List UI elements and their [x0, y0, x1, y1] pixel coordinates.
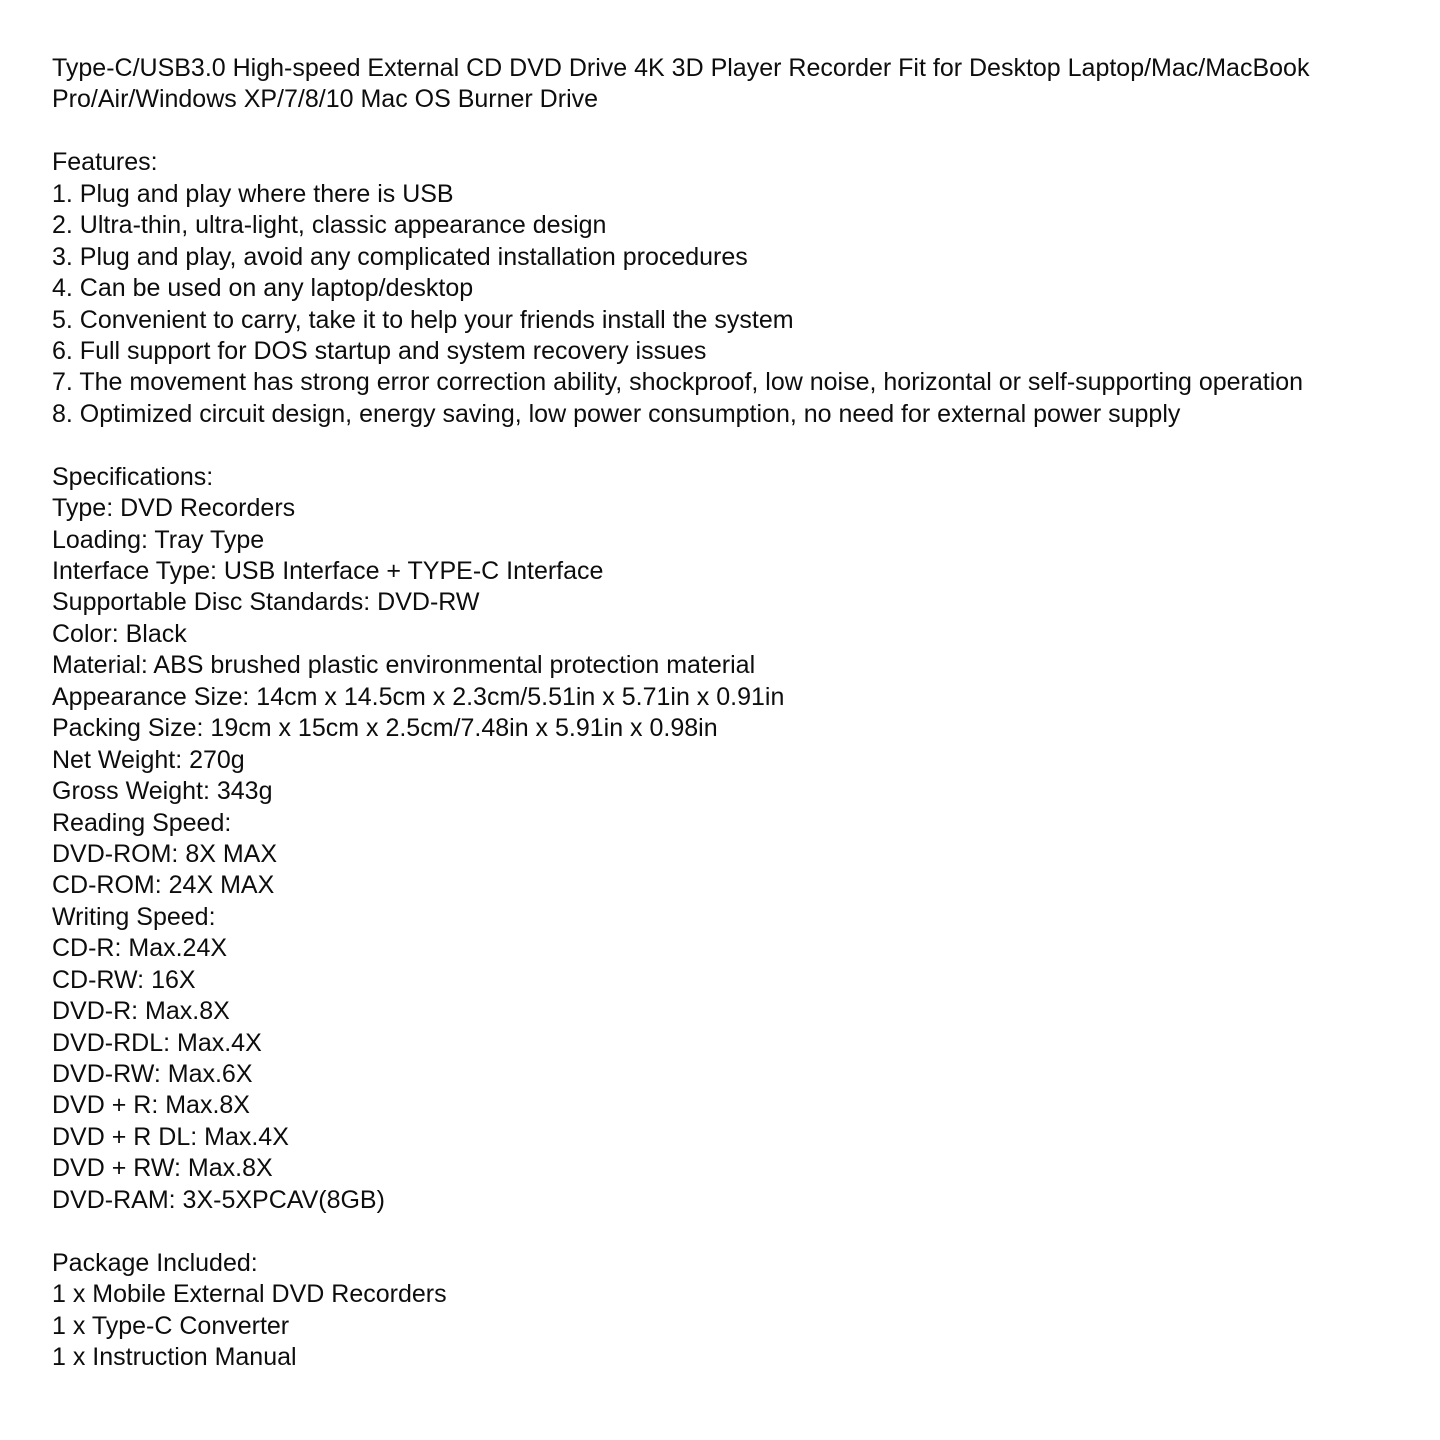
spec-item: Material: ABS brushed plastic environmental protection material	[52, 651, 756, 680]
spec-item: DVD-ROM: 8X MAX	[52, 839, 278, 868]
spec-item: Supportable Disc Standards: DVD-RW	[52, 588, 480, 617]
specifications-section	[52, 462, 1422, 1217]
feature-item: 2. Ultra-thin, ultra-light, classic appearance design	[52, 211, 607, 240]
package-section	[52, 1248, 1422, 1374]
spec-item: Type: DVD Recorders	[52, 494, 296, 523]
package-item: 1 x Mobile External DVD Recorders	[52, 1280, 447, 1309]
spec-item: Net Weight: 270g	[52, 745, 245, 774]
spec-item: CD-ROM: 24X MAX	[52, 871, 275, 900]
package-item: 1 x Instruction Manual	[52, 1342, 297, 1371]
feature-item: 5. Convenient to carry, take it to help your friends install the system	[52, 305, 794, 334]
product-title-line: Pro/Air/Windows XP/7/8/10 Mac OS Burner Drive	[52, 85, 599, 114]
spec-item: Appearance Size: 14cm x 14.5cm x 2.3cm/5.51in x 5.71in x 0.91in	[52, 682, 785, 711]
section-spacer	[52, 116, 1422, 147]
features-list	[52, 179, 1422, 431]
spec-item: DVD-RW: Max.6X	[52, 1060, 253, 1088]
spec-item: Writing Speed:	[52, 902, 216, 931]
features-section	[52, 147, 1422, 430]
features-heading: Features:	[52, 148, 158, 177]
feature-item: 1. Plug and play where there is USB	[52, 179, 454, 208]
feature-item: 3. Plug and play, avoid any complicated installation procedures	[52, 242, 748, 271]
package-heading: Package Included:	[52, 1248, 258, 1277]
feature-item: 6. Full support for DOS startup and system recovery issues	[52, 336, 707, 365]
spec-item: DVD-R: Max.8X	[52, 997, 230, 1026]
specifications-list	[52, 493, 1422, 1216]
spec-item: CD-R: Max.24X	[52, 934, 228, 963]
package-list	[52, 1279, 1422, 1373]
package-item: 1 x Type-C Converter	[52, 1311, 290, 1340]
feature-item: 8. Optimized circuit design, energy saving, low power consumption, no need for external power supply	[52, 399, 1181, 428]
product-title-line: Type-C/USB3.0 High-speed External CD DVD Drive 4K 3D Player Recorder Fit for Desktop Laptop/Mac/MacBook	[52, 54, 1310, 82]
spec-item: DVD-RDL: Max.4X	[52, 1028, 262, 1057]
product-title	[52, 53, 1422, 116]
spec-item: DVD + R DL: Max.4X	[52, 1122, 289, 1151]
spec-item: Reading Speed:	[52, 808, 232, 837]
spec-item: Interface Type: USB Interface + TYPE-C Interface	[52, 557, 604, 585]
section-spacer	[52, 1216, 1422, 1247]
spec-item: Color: Black	[52, 619, 187, 648]
spec-item: DVD-RAM: 3X-5XPCAV(8GB)	[52, 1185, 385, 1214]
section-spacer	[52, 430, 1422, 461]
spec-item: Gross Weight: 343g	[52, 777, 273, 806]
specifications-heading: Specifications:	[52, 462, 214, 491]
spec-item: CD-RW: 16X	[52, 965, 196, 994]
spec-item: Loading: Tray Type	[52, 525, 265, 554]
feature-item: 4. Can be used on any laptop/desktop	[52, 274, 474, 303]
feature-item: 7. The movement has strong error correction ability, shockproof, low noise, horizontal or self-supporting operation	[52, 368, 1304, 397]
spec-item: DVD + RW: Max.8X	[52, 1154, 273, 1183]
spec-item: DVD + R: Max.8X	[52, 1091, 250, 1120]
product-description	[52, 53, 1422, 1373]
spec-item: Packing Size: 19cm x 15cm x 2.5cm/7.48in x 5.91in x 0.98in	[52, 714, 718, 743]
